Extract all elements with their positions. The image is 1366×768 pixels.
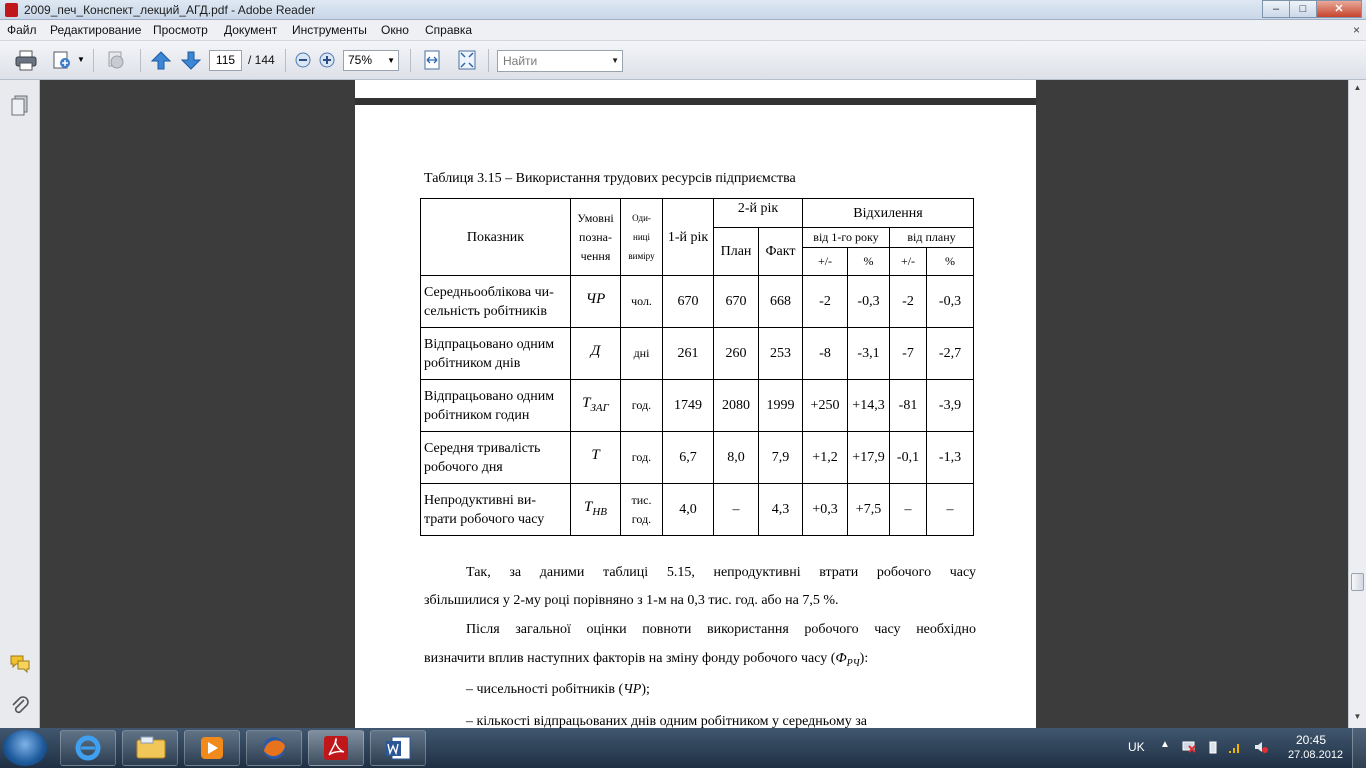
minimize-button[interactable]: – [1262,0,1290,18]
row-symbol-text: Т [591,446,600,463]
table-row [421,432,974,484]
taskbar-media-player[interactable] [184,730,240,766]
share-dropdown-arrow[interactable]: ▼ [77,55,85,64]
paragraph-line: Так, за даними таблиці 5.15, непродуктивні втрати робочого часу [466,565,976,580]
header-from-year1: від 1-го року [803,228,890,248]
header-symbol [571,199,621,276]
toolbar-separator [410,49,411,72]
row-name [421,276,571,328]
header-units [621,199,663,276]
row-d2-abs: -81 [890,380,927,432]
header-fact: Факт [759,228,803,276]
toolbar [0,41,1366,80]
scroll-down-icon[interactable]: ▼ [1353,712,1362,721]
row-d2-abs: – [890,484,927,536]
row-fact: 1999 [759,380,803,432]
header-units-line: Оди- [632,212,651,223]
row-unit [621,432,663,484]
attachments-icon[interactable] [9,694,31,716]
bullet-text: ); [641,682,650,697]
menu-view[interactable]: Просмотр [153,23,208,37]
row-d2-abs: -2 [890,276,927,328]
row-name [421,328,571,380]
menu-window[interactable]: Окно [381,23,409,37]
header-symbol-line: позна- [579,229,612,244]
menu-file[interactable]: Файл [7,23,37,37]
page-divider [355,98,1036,105]
fit-width-icon[interactable] [420,49,444,71]
row-fact: 253 [759,328,803,380]
row-name [421,432,571,484]
share-icon[interactable] [50,49,74,71]
row-d1-abs: +250 [803,380,848,432]
taskbar-word[interactable] [370,730,426,766]
row-symbol [571,276,621,328]
bullet-text: – чисельності робітників ( [466,682,624,697]
window-title: 2009_печ_Конспект_лекций_АГД.pdf - Adobe Reader [24,3,316,17]
row-name-line: робочого дня [424,459,503,475]
firefox-icon [259,733,289,763]
media-player-icon [197,733,227,763]
row-d1-pct: -0,3 [848,276,890,328]
formula-symbol-sub: РЧ [846,657,860,669]
row-unit [621,484,663,536]
network-icon[interactable] [1182,740,1196,754]
row-fact: 668 [759,276,803,328]
row-year1: 261 [663,328,714,380]
row-year1: 4,0 [663,484,714,536]
row-symbol [571,328,621,380]
close-button[interactable]: ✕ [1316,0,1362,18]
row-d1-abs: +1,2 [803,432,848,484]
comments-icon[interactable] [9,652,31,674]
row-symbol-text: Д [590,342,601,359]
start-button[interactable] [3,730,47,766]
row-plan: – [714,484,759,536]
chevron-up-icon[interactable]: ▲ [1160,739,1170,750]
explorer-icon [135,734,167,762]
menu-edit[interactable]: Редактирование [50,23,142,37]
header-units-line: ниці [633,231,650,242]
row-d2-abs: -0,1 [890,432,927,484]
row-symbol-sub: НВ [592,505,607,518]
next-page-icon[interactable] [179,49,203,71]
row-name [421,380,571,432]
formula-symbol: Ф [835,651,847,666]
toolbar-separator [285,49,286,72]
header-from-plan: від плану [890,228,974,248]
row-name-line: Відпрацьовано одним [424,388,555,404]
volume-icon[interactable] [1254,740,1268,754]
row-symbol-text: Т [583,498,593,515]
header-year2: 2-й рік [714,199,803,228]
row-name-line: сельність робітників [424,303,547,319]
row-year1: 1749 [663,380,714,432]
paragraph [424,559,976,587]
table-caption: Таблиця 3.15 – Використання трудових ресурсів підприємства [424,171,796,186]
row-d2-pct: – [927,484,974,536]
signal-icon[interactable] [1228,740,1242,754]
row-name-line: Середньооблікова чи- [424,284,554,300]
row-year1: 670 [663,276,714,328]
taskbar-explorer[interactable] [122,730,178,766]
show-desktop-button[interactable] [1352,728,1366,768]
zoom-out-icon[interactable] [292,49,316,71]
navigation-panel [0,80,40,728]
zoom-select[interactable] [343,50,399,71]
battery-icon[interactable] [1206,740,1220,754]
row-year1: 6,7 [663,432,714,484]
paragraph-text: ): [859,651,869,666]
acrobat-icon [321,733,351,763]
ie-icon [73,733,103,763]
header-percent: % [848,248,890,276]
pdf-page [355,80,1036,728]
header-plus-minus: +/- [890,248,927,276]
row-symbol [571,380,621,432]
header-plan: План [714,228,759,276]
row-unit-line: год. [631,511,652,526]
menu-tools[interactable]: Инструменты [292,23,367,37]
page-number-input[interactable]: 115 [209,50,242,71]
window-controls [1263,0,1362,18]
row-plan: 8,0 [714,432,759,484]
clock-time[interactable]: 20:45 [1296,733,1327,747]
row-name-line: робітником днів [424,355,521,371]
header-symbol-line: Умовні [577,210,614,225]
header-year1: 1-й рік [663,199,714,276]
menu-document[interactable]: Документ [224,23,278,37]
pages-panel-icon[interactable] [9,94,31,116]
row-name [421,484,571,536]
table-row [421,328,974,380]
find-input[interactable] [497,50,623,72]
document-view[interactable] [41,80,1348,728]
row-d2-abs: -7 [890,328,927,380]
zoom-value: 75% [348,53,373,67]
row-symbol-text: ЧР [585,290,606,307]
word-icon [383,733,413,763]
language-indicator[interactable]: UK [1128,740,1145,754]
paragraph [424,616,976,644]
row-unit [621,328,663,380]
taskbar-ie[interactable] [60,730,116,766]
row-symbol-text: Т [582,394,591,411]
menu-bar [0,20,1366,41]
paragraph-text: визначити вплив наступних факторів на зміну фонду робочого часу ( [424,651,836,666]
chevron-down-icon: ▼ [387,56,395,65]
row-d1-abs: -8 [803,328,848,380]
chevron-down-icon[interactable]: ▼ [611,56,619,65]
full-screen-icon[interactable] [455,49,479,71]
row-symbol-sub: ЗАГ [590,401,609,414]
scroll-up-icon[interactable]: ▲ [1353,83,1362,92]
row-symbol [571,432,621,484]
find-placeholder: Найти [503,54,538,68]
toolbar-separator [140,49,141,72]
row-d2-pct: -3,9 [927,380,974,432]
table-header-row [421,199,974,228]
app-icon [5,3,18,17]
header-percent: % [927,248,974,276]
paragraph-line: Після загальної оцінки повноти використання робочого часу необхідно [466,622,976,637]
row-d2-pct: -1,3 [927,432,974,484]
row-unit-line: чол. [631,294,652,308]
taskbar-firefox[interactable] [246,730,302,766]
row-unit-line: год. [631,450,652,464]
row-symbol [571,484,621,536]
vertical-scrollbar[interactable] [1348,80,1366,728]
row-d2-pct: -2,7 [927,328,974,380]
paragraph-line [424,645,984,678]
row-d1-pct: +7,5 [848,484,890,536]
row-d1-abs: -2 [803,276,848,328]
header-symbol-line: чення [580,248,611,263]
document-close-button[interactable]: × [1352,23,1360,37]
scroll-thumb[interactable] [1351,573,1364,591]
row-plan: 260 [714,328,759,380]
row-unit-line: год. [631,398,652,412]
maximize-button[interactable]: □ [1289,0,1317,18]
row-name-line: трати робочого часу [424,511,545,527]
table-row [421,276,974,328]
table-row [421,484,974,536]
toolbar-separator [93,49,94,72]
row-unit [621,276,663,328]
zoom-in-icon[interactable] [316,49,340,71]
row-fact: 7,9 [759,432,803,484]
clock-date[interactable]: 27.08.2012 [1288,749,1344,761]
row-d1-abs: +0,3 [803,484,848,536]
menu-help[interactable]: Справка [425,23,473,37]
table-row [421,380,974,432]
taskbar-acrobat[interactable] [308,730,364,766]
row-plan: 670 [714,276,759,328]
row-name-line: Відпрацьовано одним [424,336,555,352]
bullet-item: – кількості відпрацьованих днів одним робітником у середньому за [466,714,867,728]
header-indicator: Показник [421,199,571,276]
row-plan: 2080 [714,380,759,432]
row-unit-line: тис. [631,492,652,507]
row-d1-pct: +17,9 [848,432,890,484]
row-unit-line: дні [633,346,650,360]
row-name-line: Непродуктивні ви- [424,492,537,508]
row-d1-pct: +14,3 [848,380,890,432]
row-unit [621,380,663,432]
taskbar [0,728,1366,768]
formula-symbol: ЧР [623,682,642,697]
row-name-line: Середня тривалість [424,440,541,456]
header-units-line: виміру [628,250,655,261]
row-d2-pct: -0,3 [927,276,974,328]
resources-table [420,198,974,536]
paragraph-line: збільшилися у 2-му році порівняно з 1-м на 0,3 тис. год. або на 7,5 %. [424,593,839,608]
row-d1-pct: -3,1 [848,328,890,380]
bullet-item [466,676,650,704]
stamp-icon[interactable] [104,49,128,71]
row-fact: 4,3 [759,484,803,536]
print-icon[interactable] [14,49,38,71]
prev-page-icon[interactable] [149,49,173,71]
page-total: / 144 [248,53,275,67]
row-name-line: робітником годин [424,407,530,423]
title-bar [0,0,1366,20]
header-plus-minus: +/- [803,248,848,276]
header-deviation: Відхилення [803,199,974,228]
toolbar-separator [488,49,489,72]
